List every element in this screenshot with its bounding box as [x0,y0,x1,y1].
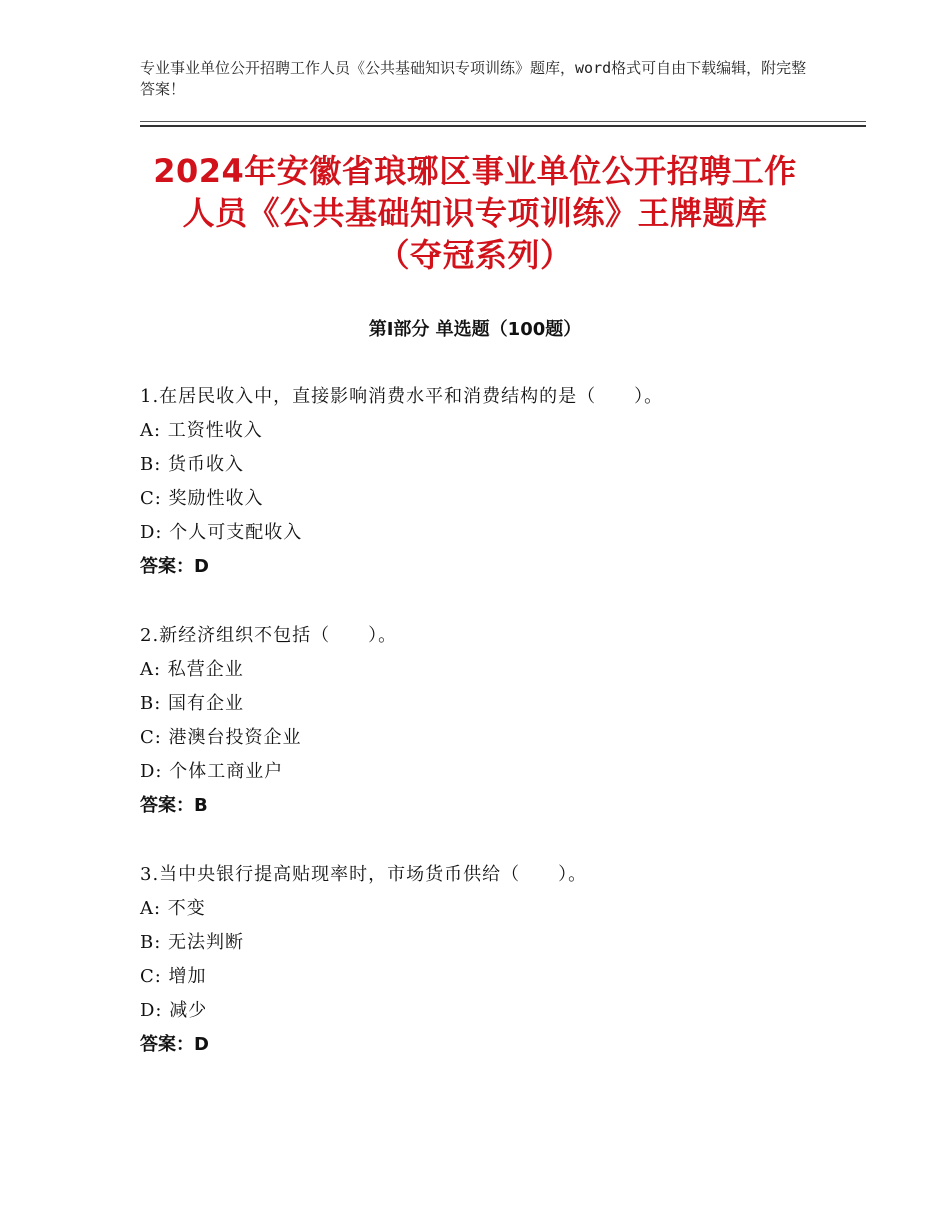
answer: 答案：D [140,556,209,577]
question-stem: 1.在居民收入中，直接影响消费水平和消费结构的是（ ）。 [140,386,664,407]
question-2 [140,619,860,823]
option-a: A: 私营企业 [140,659,244,680]
title-line-3: （夺冠系列） [377,236,573,274]
option-c: C: 港澳台投资企业 [140,727,302,748]
option-d: D: 个体工商业户 [140,761,284,782]
option-b: B: 货币收入 [140,454,245,475]
option-b: B: 无法判断 [140,932,245,953]
option-a: A: 不变 [140,898,206,919]
question-1 [140,380,860,584]
section-heading: 第I部分 单选题（100题） [368,319,582,340]
answer: 答案：B [140,795,208,816]
title-line-1: 2024年安徽省琅琊区事业单位公开招聘工作 [153,152,797,190]
option-a: A: 工资性收入 [140,420,263,441]
option-c: C: 增加 [140,966,207,987]
question-3 [140,858,860,1062]
question-stem: 2.新经济组织不包括（ ）。 [140,625,398,646]
answer: 答案：D [140,1034,209,1055]
header-note: 专业事业单位公开招聘工作人员《公共基础知识专项训练》题库，word格式可自由下载编辑，附完整答案！ [140,59,807,98]
document-title [100,150,850,276]
question-stem: 3.当中央银行提高贴现率时，市场货币供给（ ）。 [140,864,588,885]
header-divider-thick [140,125,866,127]
option-b: B: 国有企业 [140,693,245,714]
option-c: C: 奖励性收入 [140,488,264,509]
title-line-2: 人员《公共基础知识专项训练》王牌题库 [182,194,768,232]
header-divider-thin [140,121,866,122]
option-d: D: 个人可支配收入 [140,522,303,543]
option-d: D: 减少 [140,1000,208,1021]
